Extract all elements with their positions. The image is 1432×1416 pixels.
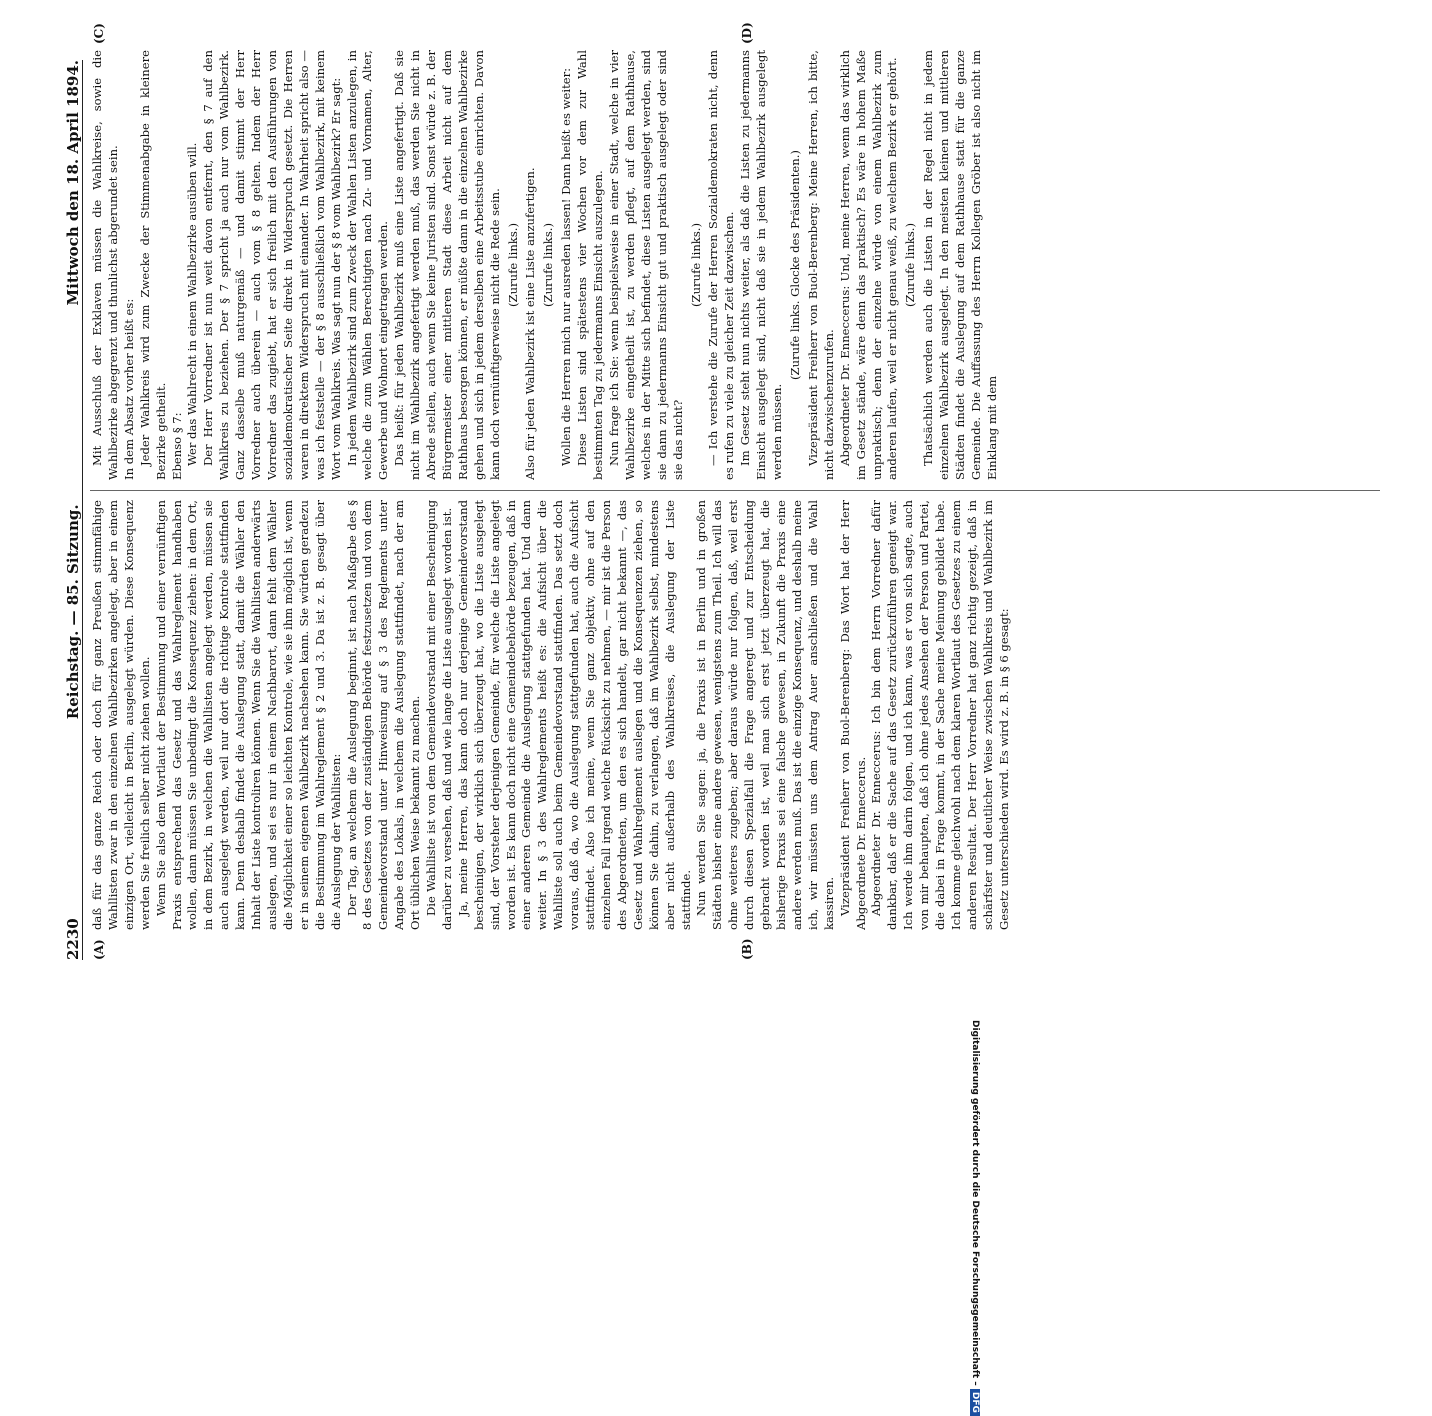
margin-marker-c: (C): [92, 23, 106, 44]
column-divider: [90, 490, 1380, 491]
paragraph: Ebenso § 7:: [169, 412, 184, 480]
paragraph: Thatsächlich werden auch die Listen in der Regel nicht in jedem einzelnen Wahlbezirk ausgelegt. In den meisten kleinen und mittleren Städten findet die Auslegung auf dem Rathhause statt für die ganze Gemeinde. Die Auffassung des Herrn Kollegen Gröber ist also nicht im Einklang mit dem: [921, 50, 999, 480]
paragraph: Abgeordneter Dr. Enneccerus: Ich bin dem Herrn Vorredner dafür dankbar, daß er die Sache auf das Gesetz zurückzuführen geneigt war. Ich werde ihm darin folgen, und ich kann, was er von sich sagte, auch von mir behaupten, daß ich ohne jedes Ansehen der Person und Partei, die dabei in Frage kommt, in der Sache meine Meinung gebildet habe. Ich komme gleichwohl nach dem klaren Wortlaut des Gesetzes zu einem anderen Resultat. Der Herr Vorredner hat ganz richtig gezeigt, daß in schärfster und deutlicher Weise zwischen Wahlkreis und Wahlbezirk im Gesetz unterschieden wird. Es wird z. B. in § 6 gesagt:: [869, 500, 1011, 930]
paragraph: Nun frage ich Sie: wenn beispielsweise in einer Stadt, welche in vier Wahlbezirke eingetheilt ist, zu werden pflegt, auf dem Rathhause, welches in der Mitte sich befindet, diese Listen ausgelegt werden, sind sie dann zu jedermanns Einsicht gut und praktisch ausgelegt oder sind sie das nicht?: [607, 50, 685, 480]
margin-marker-a: (A): [92, 939, 106, 960]
paragraph: Die Wahlliste ist von dem Gemeindevorstand mit einer Bescheinigung darüber zu versehen, daß und wie lange die Liste ausgelegt worden ist.: [424, 500, 454, 930]
digitization-credit: [970, 1020, 980, 1416]
interjection: (Zurufe links. Glocke des Präsidenten.): [787, 150, 802, 380]
page-number: 2230: [64, 918, 82, 960]
interjection: (Zurufe links.): [505, 223, 520, 307]
paragraph: Das heißt: für jeden Wahlbezirk muß eine Liste angefertigt. Daß sie nicht im Wahlbezirk angefertigt werden muß, das werden Sie nicht in Abrede stellen, auch wenn Sie keine Juristen sind. Sonst würde z. B. der Bürgermeister einer mittleren Stadt diese Arbeit nicht auf dem Rathhaus besorgen können, er müßte dann in die einzelnen Wahlbezirke gehen und sich in jedem derselben eine Arbeitsstube einrichten. Davon kann doch vernünftigerweise nicht die Rede sein.: [392, 50, 502, 480]
paragraph: Der Tag, an welchem die Auslegung beginnt, ist nach Maßgabe des § 8 des Gesetzes von der zuständigen Behörde festzusetzen und von dem Gemeindevorstand unter Hinweisung auf § 3 des Reglements unter Angabe des Lokals, in welchem die Auslegung stattfindet, nach der am Ort üblichen Weise bekannt zu machen.: [344, 500, 423, 930]
left-column: [90, 500, 1380, 930]
paragraph: Wer das Wahlrecht in einem Wahlbezirke ausüben will.: [185, 142, 200, 466]
dfg-logo: DFG: [970, 1389, 980, 1416]
paragraph: Jeder Wahlkreis wird zum Zwecke der Stimmenabgabe in kleinere Bezirke getheilt.: [137, 50, 168, 480]
paragraph: Diese Listen sind spätestens vier Wochen vor dem zur Wahl bestimmten Tag zu jedermanns Einsicht auszulegen.: [575, 50, 606, 480]
paragraph: daß für das ganze Reich oder doch für ganz Preußen stimmfähige Wahllisten zwar in den einzelnen Wahlbezirken angelegt, aber in einem einzigen Ort, vielleicht in Berlin, ausgelegt würden. Diese Konsequenz werden Sie freilich selber nicht ziehen wollen.: [90, 500, 152, 930]
page-header: [58, 60, 83, 960]
right-column: [90, 50, 1380, 480]
paragraph: Vizepräsident Freiherr von Buol-Berenberg: Das Wort hat der Herr Abgeordnete Dr. Enneccerus.: [837, 500, 868, 930]
session-title: Reichstag. — 85. Sitzung.: [64, 504, 82, 720]
margin-marker-d: (D): [740, 22, 754, 44]
interjection: (Zurufe links.): [688, 223, 703, 307]
paragraph: In jedem Wahlbezirk sind zum Zweck der Wahlen Listen anzulegen, in welche die zum Wählen Berechtigten nach Zu- und Vornamen, Alter, Gewerbe und Wohnort eingetragen werden.: [344, 50, 391, 480]
margin-marker-b: (B): [740, 938, 754, 960]
paragraph: Nun werden Sie sagen: ja, die Praxis ist in Berlin und in großen Städten bisher eine andere gewesen, wenigstens zum Theil. Ich will das ohne weiteres zugeben; aber daraus würde nur folgen, daß, weil erst durch diesen Spezialfall die Frage angeregt und zur Entscheidung gebracht worden ist, weil man sich erst jetzt überzeugt hat, die bisherige Praxis sei eine falsche gewesen, in Zukunft die Praxis eine andere werden muß. Das ist die einzige Konsequenz, und deshalb meine ich, wir müssten uns dem Antrag Auer anschließen und die Wahl kassiren.: [694, 500, 836, 930]
paragraph: Der Herr Vorredner ist nun weit davon entfernt, den § 7 auf den Wahlkreis zu beziehen. Der § 7 spricht ja auch nur vom Wahlbezirk. Ganz dasselbe muß naturgemäß — und damit stimmt der Herr Vorredner auch überein — auch vom § 8 gelten. Indem der Herr Vorredner das zugiebt, hat er sich freilich mit den Ausführungen von sozialdemokratischer Seite direkt in Widerspruch gesetzt. Die Herren waren in direktem Widerspruch mit einander. In Wahrheit spricht also — was ich feststelle — der § 8 ausschließlich vom Wahlbezirk, mit keinem Wort vom Wahlkreis. Was sagt nun der § 8 vom Wahlbezirk? Er sagt:: [201, 50, 343, 480]
paragraph: Wenn Sie also dem Wortlaut der Bestimmung und einer vernünftigen Praxis entsprechend das Gesetz und das Wahlreglement handhaben wollen, dann müssen Sie unbedingt die Konsequenz ziehen: in dem Ort, in dem Bezirk, in welchen die Wahllisten angelegt werden, müssen sie auch ausgelegt werden, weil nur dort die richtige Kontrole stattfinden kann. Denn deshalb findet die Auslegung statt, damit die Wähler den Inhalt der Liste kontroliren können. Wenn Sie die Wahllisten anderwärts auslegen, und sei es nur in einem Nachbarort, dann fehlt dem Wähler die Möglichkeit einer so leichten Kontrole, wie sie ihm möglich ist, wenn er in seinem eigenen Wahlbezirk nachsehen kann. Sie würden geradezu die Bestimmung im Wahlreglement § 2 und 3. Da ist z. B. gesagt über die Auslegung der Wahllisten:: [153, 500, 343, 930]
paragraph: Ja, meine Herren, das kann doch nur derjenige Gemeindevorstand bescheinigen, der wirklich sich überzeugt hat, wo die Liste ausgelegt sind, der Vorsteher derjenigen Gemeinde, für welche die Liste angelegt worden ist. Es kann doch nicht eine Gemeindebehörde bezeugen, daß in einer anderen Gemeinde die Auslegung stattgefunden hat. Und dann weiter. In § 3 des Wahlreglements heißt es: die Aufsicht über die Wahlliste soll auch beim Gemeindevorstand stattfinden. Das setzt doch voraus, daß da, wo die Auslegung stattgefunden hat, auch die Aufsicht stattfindet. Also ich meine, wenn Sie ganz objektiv, ohne auf den einzelnen Fall irgend welche Rücksicht zu nehmen, — mir ist die Person des Abgeordneten, um den es sich handelt, gar nicht bekannt —, das Gesetz und Wahlreglement auslegen und die Konsequenzen ziehen, so können Sie dahin, zu verlangen, daß im Wahlbezirk selbst, mindestens aber nicht außerhalb des Wahlkreises, die Auslegung der Liste stattfinde.: [455, 500, 693, 930]
session-date: Mittwoch den 18. April 1894.: [64, 60, 82, 306]
credit-text: Digitalisierung gefördert durch die Deutsche Forschungsgemeinschaft –: [970, 1020, 980, 1386]
paragraph: Also für jeden Wahlbezirk ist eine Liste anzufertigen.: [523, 167, 538, 480]
paragraph: In dem Absatz vorher heißt es:: [121, 298, 136, 480]
interjection: (Zurufe links.): [903, 223, 918, 307]
paragraph: Abgeordneter Dr. Enneccerus: Und, meine Herren, wenn das wirklich im Gesetz stände, wäre denn das praktisch? Es wäre in hohem Maße unpraktisch; denn der einzelne würde von einem Wahlbezirk zum anderen laufen, weil er nicht genau weiß, zu welchem Bezirk er gehört.: [837, 50, 900, 480]
paragraph: — Ich verstehe die Zurufe der Herren Sozialdemokraten nicht, denn es rufen zu viele zu gleicher Zeit dazwischen.: [706, 50, 737, 480]
interjection: (Zurufe links.): [541, 223, 556, 307]
paragraph: Im Gesetz steht nun nichts weiter, als daß die Listen zu jedermanns Einsicht ausgelegt sind, nicht daß sie in jedem Wahlbezirk ausgelegt werden müssen.: [738, 50, 785, 480]
paragraph: Mit Ausschluß der Exklaven müssen die Wahlkreise, sowie die Wahlbezirke abgegrenzt und thunlichst abgerundet sein.: [90, 50, 120, 480]
paragraph: Wollen die Herren mich nur ausreden lassen! Dann heißt es weiter:: [559, 67, 574, 466]
paragraph: Vizepräsident Freiherr von Buol-Berenberg: Meine Herren, ich bitte, nicht dazwischenzurufen.: [805, 50, 836, 480]
